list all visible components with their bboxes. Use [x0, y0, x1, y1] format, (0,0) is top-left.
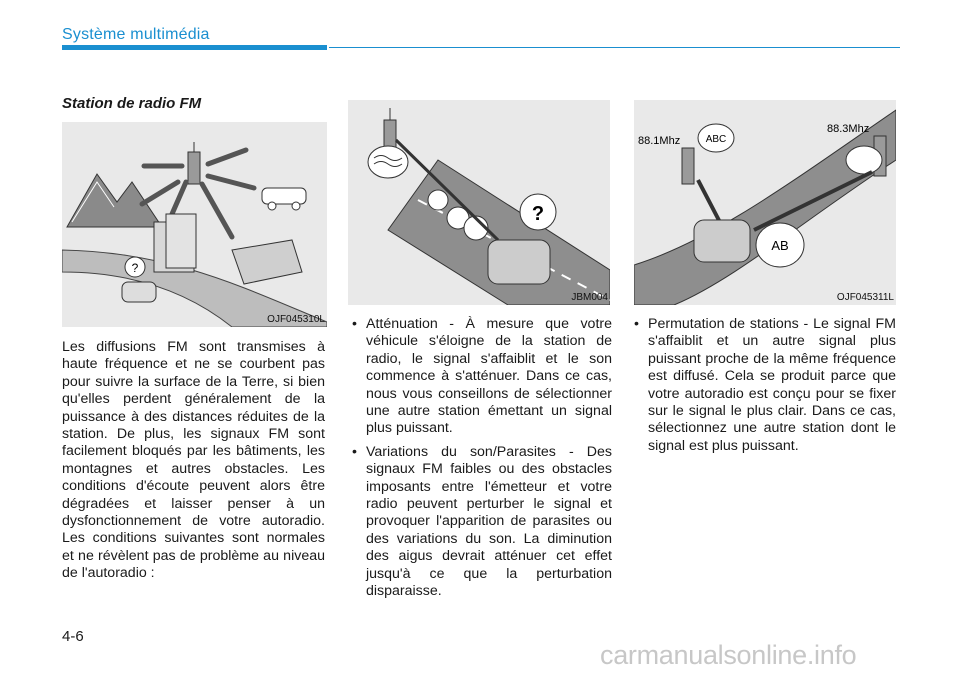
figure-code: OJF045310L [267, 314, 325, 325]
fig3-letters-right: AB [771, 238, 789, 253]
bullet-item [634, 316, 896, 455]
fig3-freq-left: 88.1Mhz [638, 135, 681, 147]
station-swap-illustration [634, 100, 896, 305]
bullet-item [352, 444, 612, 601]
bullet-text: Atténuation - À mesure que votre véhicule s'éloigne de la station de radio, le signal s'affaiblit et le son commence à s'atténuer. Dans ce cas, nous vous conseillons de sélectionner une autre station émettant un signal plus puissant. [366, 316, 612, 437]
column1-paragraph: Les diffusions FM sont transmises à haute fréquence et ne se courbent pas pour suivre la surface de la Terre, si bien qu'elles perdent généralement de la puissance à des distances réduites de la station. De plus, les signaux FM sont facilement bloqués par les bâtiments, les montagnes et autres obstacles. Les conditions d'écoute peuvent alors être dégradées et laisser penser à un dysfonctionnement de votre autoradio. Les conditions suivantes sont normales et ne révèlent pas de problème au niveau de l'autoradio : [62, 339, 325, 582]
figure-fm-broadcast [62, 122, 327, 327]
bullet-text: Variations du son/Parasites - Des signaux FM faibles ou des obstacles imposants entre l'émetteur et votre radio peuvent perturber le signal et provoquer l'apparition de parasites ou des variations du son. La diminution des aigus devrait atténuer cet effet jusqu'à ce que la perturbation disparaisse. [366, 443, 612, 600]
header-rule-thick [62, 45, 327, 50]
fig3-letters-left: ABC [705, 134, 727, 145]
figure-station-swap [634, 100, 896, 305]
column2-bullets [352, 316, 612, 607]
fig3-freq-right: 88.3Mhz [827, 123, 870, 135]
watermark[interactable]: carmanualsonline.info [600, 640, 857, 670]
fig1-question-label: ? [131, 261, 139, 275]
figure-attenuation [348, 100, 610, 305]
section-title: Système multimédia [62, 26, 210, 43]
fig2-question-label: ? [531, 203, 545, 225]
figure-code: OJF045311L [836, 292, 894, 303]
header-rule-thin [329, 47, 900, 48]
attenuation-illustration [348, 100, 610, 305]
column3-bullets [634, 316, 896, 461]
bullet-dot: • [634, 316, 639, 332]
subheading: Station de radio FM [62, 95, 202, 112]
page-number: 4-6 [62, 628, 84, 645]
fm-broadcast-illustration [62, 122, 327, 327]
bullet-dot: • [352, 316, 357, 332]
bullet-item [352, 316, 612, 438]
bullet-dot: • [352, 443, 357, 460]
bullet-text: Permutation de stations - Le signal FM s'affaiblit et un autre signal plus puissant proche de la même fréquence est diffusé. Cela se produit parce que votre autoradio est conçu pour se fixer sur le signal le plus clair. Dans ce cas, sélectionnez une autre station dont le signal est plus puissant. [648, 316, 896, 454]
figure-code: JBM004 [571, 292, 608, 303]
